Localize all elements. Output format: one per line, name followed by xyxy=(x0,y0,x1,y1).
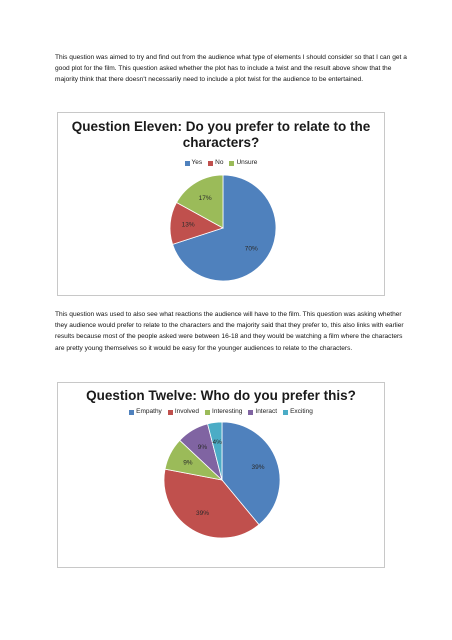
legend-swatch xyxy=(229,161,234,166)
legend-item-exciting xyxy=(283,408,313,416)
slice-label-unsure: 17% xyxy=(198,194,212,202)
legend-label: Unsure xyxy=(236,159,258,166)
legend-swatch xyxy=(205,410,210,415)
slice-label-no: 13% xyxy=(181,221,195,229)
legend-item-no xyxy=(208,159,223,167)
legend-swatch xyxy=(168,410,173,415)
chart-legend xyxy=(58,408,384,416)
pie-chart xyxy=(168,173,278,283)
intro-paragraph: This question was aimed to try and find out from the audience what type of elements I should consider so that I can get a good plot for the film. This question asked whether the plot has to include a twist and the result above show that the majority think that there doesn't necessarily need to include a plot twist for the audience to be entertained. xyxy=(55,54,407,84)
legend-item-interact xyxy=(248,408,277,416)
legend-label: No xyxy=(215,159,224,166)
pie-chart xyxy=(162,420,282,540)
chart-question-eleven xyxy=(57,112,385,296)
legend-label: Yes xyxy=(191,159,203,166)
chart-title: Question Eleven: Do you prefer to relate to the characters? xyxy=(71,119,371,150)
slice-label-interact: 9% xyxy=(197,444,208,452)
legend-swatch xyxy=(129,410,134,415)
legend-label: Exciting xyxy=(290,408,313,415)
legend-label: Interact xyxy=(255,408,278,415)
legend-label: Empathy xyxy=(136,408,162,415)
legend-swatch xyxy=(185,161,190,166)
legend-item-unsure xyxy=(229,159,257,167)
slice-label-involved: 39% xyxy=(196,509,210,517)
slice-label-empathy: 39% xyxy=(251,464,265,472)
chart-legend xyxy=(58,159,384,167)
legend-item-empathy xyxy=(129,408,162,416)
legend-swatch xyxy=(248,410,253,415)
legend-item-interesting xyxy=(205,408,242,416)
legend-label: Involved xyxy=(174,408,200,415)
legend-item-yes xyxy=(185,159,203,167)
chart-question-twelve xyxy=(57,382,385,568)
slice-label-yes: 70% xyxy=(244,245,258,253)
legend-swatch xyxy=(208,161,213,166)
legend-swatch xyxy=(283,410,288,415)
slice-label-exciting: 4% xyxy=(212,439,222,447)
slice-label-interesting: 9% xyxy=(183,459,193,467)
middle-paragraph: This question was used to also see what reactions the audience will have to the film. This question was asking whether they audience would prefer to relate to the characters and the majority said that they prefer to, this also links with earlier results because most of the people asked were between 16-18 and they would be watching a film where the characters are pretty young themselves so it would be easy for the younger audiences to relate to the characters. xyxy=(55,311,404,352)
legend-label: Interesting xyxy=(212,408,243,415)
chart-title: Question Twelve: Who do you prefer this? xyxy=(86,388,356,403)
legend-item-involved xyxy=(168,408,199,416)
